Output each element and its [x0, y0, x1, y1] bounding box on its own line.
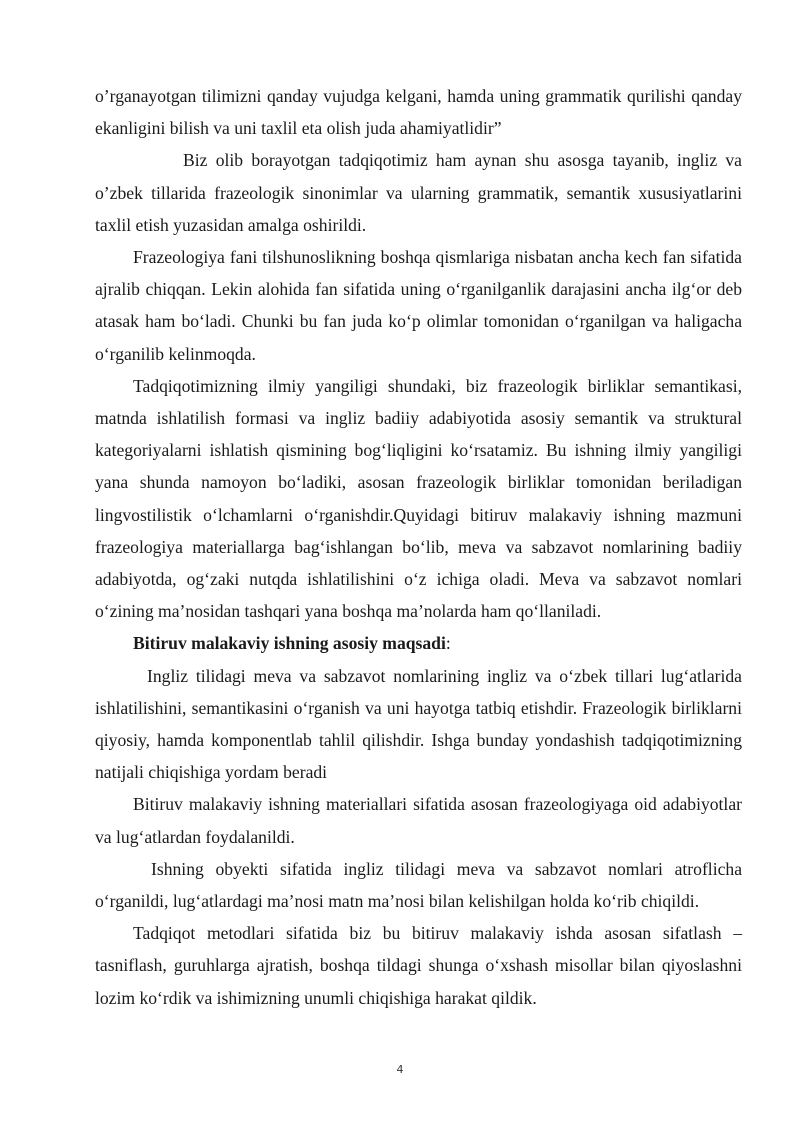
heading-suffix: : — [445, 633, 451, 654]
paragraph-phraseology-field: Frazeologiya fani tilshunoslikning boshqa qismlariga nisbatan ancha kech fan sifatida ajralib chiqqan. Lekin alohida fan sifatida uning o‘rganilganlik darajasini ancha ilg‘or deb atasak ham bo‘ladi. Chunki bu fan juda ko‘p olimlar tomonidan o‘rganilgan va haligacha o‘rganilib kelinmoqda. — [95, 247, 742, 364]
paragraph-materials: Bitiruv malakaviy ishning materiallari sifatida asosan frazeologiyaga oid adabiyotlar va lug‘atlardan foydalanildi. — [95, 794, 742, 847]
paragraph-goal-description: Ingliz tilidagi meva va sabzavot nomlarining ingliz va o‘zbek tillari lug‘atlarida ishlatilishini, semantikasini o‘rganish va uni hayotga tatbiq etishdir. Frazeologik birliklarni qiyosiy, hamda komponentlab tahlil qilishdir. Ishga bunday yondashish tadqiqotimizning natijali chiqishiga yordam beradi — [95, 665, 742, 783]
paragraph-methods: Tadqiqot metodlari sifatida biz bu bitiruv malakaviy ishda asosan sifatlash – tasniflash, guruhlarga ajratish, boshqa tildagi shunga o‘xshash misollar bilan qiyoslashni lozim ko‘rdik va ishimizning unumli chiqishiga harakat qildik. — [95, 923, 742, 1008]
document-body — [95, 80, 742, 1014]
page-number: 4 — [396, 1063, 404, 1076]
section-heading-goal — [95, 627, 742, 659]
paragraph-continuation: o’rganayotgan tilimizni qanday vujudga kelgani, hamda uning grammatik qurilishi qanday ekanligini bilish va uni taxlil eta olish juda ahamiyatlidir” — [95, 86, 742, 139]
heading-bold-text: Bitiruv malakaviy ishning asosiy maqsadi — [133, 633, 446, 654]
paragraph-object: Ishning obyekti sifatida ingliz tilidagi meva va sabzavot nomlari atroflicha o‘rganildi, lug‘atlardagi ma’nosi matn ma’nosi bilan kelishilgan holda ko‘rib chiqildi. — [95, 858, 742, 912]
paragraph-research-basis: Biz olib borayotgan tadqiqotimiz ham aynan shu asosga tayanib, ingliz va o’zbek tillarida frazeologik sinonimlar va ularning grammatik, semantik xususiyatlarini taxlil etish yuzasidan amalga oshirildi. — [95, 150, 742, 235]
paragraph-scientific-novelty: Tadqiqotimizning ilmiy yangiligi shundaki, biz frazeologik birliklar semantikasi, matnda ishlatilish formasi va ingliz badiiy adabiyotida asosiy semantik va struktural kategoriyalarni ishlatish qismining bog‘liqligini ko‘rsatamiz. Bu ishning ilmiy yangiligi yana shunda namoyon bo‘ladiki, asosan frazeologik birliklar tomonidan beriladigan lingvostilistik o‘lchamlarni o‘rganishdir.Quyidagi bitiruv malakaviy ishning mazmuni frazeologiya materiallarga bag‘ishlangan bo‘lib, meva va sabzavot nomlarining badiiy adabiyotda, og‘zaki nutqda ishlatilishini o‘z ichiga oladi. Meva va sabzavot nomlari o‘zining ma’nosidan tashqari yana boshqa ma’nolarda ham qo‘llaniladi. — [95, 375, 742, 622]
